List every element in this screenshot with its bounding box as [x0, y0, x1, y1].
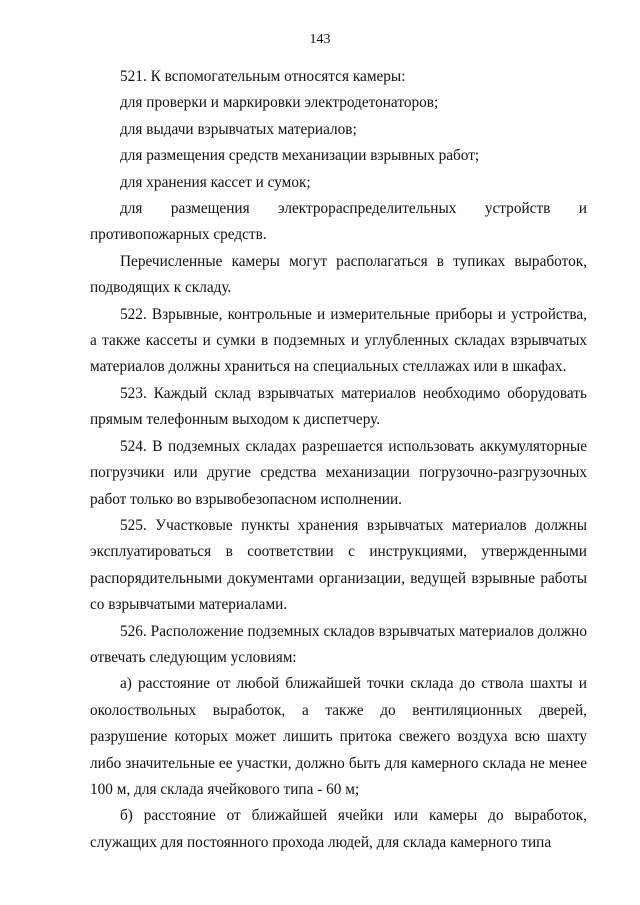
paragraph-526-b: б) расстояние от ближайшей ячейки или камеры до выработок, служащих для постоянного прохода людей, для склада камерного типа — [90, 807, 587, 851]
paragraph-item-4: для хранения кассет и сумок; — [120, 173, 311, 191]
paragraph-item-5: для размещения электрораспределительных устройств и противопожарных средств. — [90, 200, 587, 244]
page-number: 143 — [309, 32, 331, 47]
paragraph-522: 522. Взрывные, контрольные и измерительные приборы и устройства, а также кассеты и сумки в подземных и углубленных складах взрывчатых материалов должны храниться на специальных стеллажах или в шкафах. — [90, 305, 587, 376]
paragraph-item-2: для выдачи взрывчатых материалов; — [120, 120, 357, 138]
paragraph-525: 525. Участковые пункты хранения взрывчатых материалов должны эксплуатироваться в соответствии с инструкциями, утвержденными распорядительными документами организации, ведущей взрывные работы со взрывчатыми материалами. — [90, 516, 587, 614]
paragraph-524: 524. В подземных складах разрешается использовать аккумуляторные погрузчики или другие средства механизации погрузочно-разгрузочных работ только во взрывобезопасном исполнении. — [90, 437, 587, 508]
paragraph-526-a: а) расстояние от любой ближайшей точки склада до ствола шахты и околоствольных выработок, а также до вентиляционных дверей, разрушение которых может лишить притока свежего воздуха всю шахту либо значительные ее участки, должно быть для камерного склада не менее 100 м, для склада ячейкового типа - 60 м; — [90, 675, 587, 798]
paragraph-526: 526. Расположение подземных складов взрывчатых материалов должно отвечать следующим условиям: — [90, 622, 587, 666]
paragraph-chambers-note: Перечисленные камеры могут располагаться в тупиках выработок, подводящих к складу. — [90, 252, 587, 297]
page-body — [90, 64, 587, 856]
paragraph-item-3: для размещения средств механизации взрывных работ; — [120, 147, 480, 165]
paragraph-item-1: для проверки и маркировки электродетонаторов; — [120, 94, 439, 112]
paragraph-521: 521. К вспомогательным относятся камеры: — [120, 68, 406, 85]
paragraph-523: 523. Каждый склад взрывчатых материалов необходимо оборудовать прямым телефонным выходом к диспетчеру. — [90, 384, 587, 429]
